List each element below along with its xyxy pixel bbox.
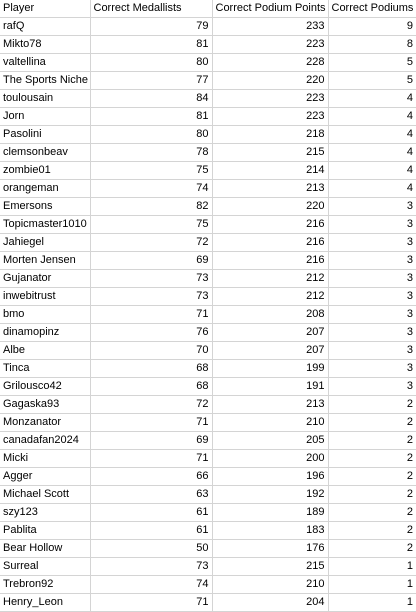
correct-medallists-cell[interactable]: 73 [90,558,212,576]
table-row [0,54,416,72]
player-cell[interactable]: Agger [0,468,90,486]
correct-medallists-cell[interactable]: 73 [90,288,212,306]
correct-podiums-cell[interactable]: 4 [328,126,416,144]
correct-podiums-cell[interactable]: 4 [328,180,416,198]
player-cell[interactable]: Mikto78 [0,36,90,54]
correct-medallists-cell[interactable]: 74 [90,180,212,198]
correct-podium-points-cell[interactable]: 212 [212,288,328,306]
correct-podium-points-cell[interactable]: 210 [212,576,328,594]
correct-medallists-cell[interactable]: 81 [90,36,212,54]
correct-podiums-cell[interactable]: 3 [328,342,416,360]
correct-medallists-cell[interactable]: 84 [90,90,212,108]
player-cell[interactable]: Morten Jensen [0,252,90,270]
table-row [0,162,416,180]
player-cell[interactable]: bmo [0,306,90,324]
correct-medallists-cell[interactable]: 73 [90,270,212,288]
table-row [0,522,416,540]
correct-podiums-cell[interactable]: 5 [328,54,416,72]
correct-medallists-cell[interactable]: 70 [90,342,212,360]
correct-podium-points-cell[interactable]: 215 [212,558,328,576]
correct-podiums-cell[interactable]: 2 [328,396,416,414]
correct-podium-points-cell[interactable]: 220 [212,72,328,90]
table-row [0,342,416,360]
table-row [0,198,416,216]
player-cell[interactable]: Michael Scott [0,486,90,504]
correct-podium-points-cell[interactable]: 207 [212,324,328,342]
correct-medallists-cell[interactable]: 80 [90,54,212,72]
player-cell[interactable]: Jorn [0,108,90,126]
correct-podium-points-cell[interactable]: 233 [212,18,328,36]
correct-podiums-cell[interactable]: 3 [328,288,416,306]
correct-medallists-cell[interactable]: 75 [90,216,212,234]
correct-medallists-cell[interactable]: 69 [90,432,212,450]
correct-medallists-cell[interactable]: 71 [90,306,212,324]
correct-medallists-cell[interactable]: 61 [90,522,212,540]
column-header-correct-medallists[interactable]: Correct Medallists [90,0,212,18]
player-cell[interactable]: zombie01 [0,162,90,180]
correct-podiums-cell[interactable]: 2 [328,522,416,540]
player-cell[interactable]: Gujanator [0,270,90,288]
correct-podium-points-cell[interactable]: 199 [212,360,328,378]
correct-medallists-cell[interactable]: 74 [90,576,212,594]
player-cell[interactable]: Monzanator [0,414,90,432]
correct-podium-points-cell[interactable]: 213 [212,396,328,414]
table-row [0,252,416,270]
correct-medallists-cell[interactable]: 68 [90,378,212,396]
player-cell[interactable]: Gagaska93 [0,396,90,414]
correct-medallists-cell[interactable]: 72 [90,396,212,414]
correct-podium-points-cell[interactable]: 223 [212,90,328,108]
correct-podium-points-cell[interactable]: 218 [212,126,328,144]
correct-podiums-cell[interactable]: 2 [328,504,416,522]
correct-podium-points-cell[interactable]: 210 [212,414,328,432]
correct-podium-points-cell[interactable]: 212 [212,270,328,288]
player-cell[interactable]: Topicmaster1010 [0,216,90,234]
table-row [0,270,416,288]
correct-podiums-cell[interactable]: 3 [328,216,416,234]
correct-podium-points-cell[interactable]: 216 [212,252,328,270]
correct-podiums-cell[interactable]: 2 [328,486,416,504]
correct-podiums-cell[interactable]: 3 [328,252,416,270]
correct-medallists-cell[interactable]: 71 [90,414,212,432]
correct-podiums-cell[interactable]: 1 [328,576,416,594]
table-row [0,72,416,90]
table-body [0,18,416,612]
table-row [0,576,416,594]
player-cell[interactable]: Henry_Leon [0,594,90,612]
player-cell[interactable]: inwebitrust [0,288,90,306]
correct-podiums-cell[interactable]: 2 [328,432,416,450]
correct-podium-points-cell[interactable]: 223 [212,108,328,126]
correct-medallists-cell[interactable]: 81 [90,108,212,126]
table-row [0,324,416,342]
correct-podium-points-cell[interactable]: 220 [212,198,328,216]
correct-podium-points-cell[interactable]: 223 [212,36,328,54]
correct-medallists-cell[interactable]: 75 [90,162,212,180]
correct-podium-points-cell[interactable]: 204 [212,594,328,612]
player-cell[interactable]: Micki [0,450,90,468]
correct-podiums-cell[interactable]: 4 [328,162,416,180]
correct-medallists-cell[interactable]: 76 [90,324,212,342]
correct-podium-points-cell[interactable]: 200 [212,450,328,468]
table-row [0,216,416,234]
correct-medallists-cell[interactable]: 63 [90,486,212,504]
correct-podiums-cell[interactable]: 4 [328,144,416,162]
correct-podium-points-cell[interactable]: 176 [212,540,328,558]
table-row [0,288,416,306]
correct-podium-points-cell[interactable]: 216 [212,234,328,252]
player-cell[interactable]: Albe [0,342,90,360]
player-cell[interactable]: toulousain [0,90,90,108]
table-row [0,378,416,396]
correct-medallists-cell[interactable]: 82 [90,198,212,216]
correct-podium-points-cell[interactable]: 189 [212,504,328,522]
column-header-correct-podiums[interactable]: Correct Podiums [328,0,416,18]
correct-podiums-cell[interactable]: 3 [328,378,416,396]
player-cell[interactable]: orangeman [0,180,90,198]
correct-podium-points-cell[interactable]: 192 [212,486,328,504]
table-row [0,558,416,576]
correct-podium-points-cell[interactable]: 215 [212,144,328,162]
table-row [0,504,416,522]
player-cell[interactable]: szy123 [0,504,90,522]
correct-medallists-cell[interactable]: 71 [90,594,212,612]
correct-podiums-cell[interactable]: 9 [328,18,416,36]
correct-medallists-cell[interactable]: 77 [90,72,212,90]
correct-podiums-cell[interactable]: 5 [328,72,416,90]
player-cell[interactable]: canadafan2024 [0,432,90,450]
player-cell[interactable]: Pablita [0,522,90,540]
correct-medallists-cell[interactable]: 66 [90,468,212,486]
correct-podium-points-cell[interactable]: 214 [212,162,328,180]
player-cell[interactable]: Tinca [0,360,90,378]
table-row [0,396,416,414]
player-cell[interactable]: Jahiegel [0,234,90,252]
player-cell[interactable]: The Sports Niche [0,72,90,90]
table-row [0,18,416,36]
correct-podiums-cell[interactable]: 1 [328,594,416,612]
correct-podium-points-cell[interactable]: 191 [212,378,328,396]
player-cell[interactable]: valtellina [0,54,90,72]
correct-podiums-cell[interactable]: 3 [328,198,416,216]
correct-medallists-cell[interactable]: 72 [90,234,212,252]
column-header-player[interactable]: Player [0,0,90,18]
correct-podium-points-cell[interactable]: 207 [212,342,328,360]
table-row [0,450,416,468]
table-row [0,90,416,108]
correct-podium-points-cell[interactable]: 205 [212,432,328,450]
correct-podium-points-cell[interactable]: 228 [212,54,328,72]
player-cell[interactable]: dinamopinz [0,324,90,342]
table-row [0,108,416,126]
table-row [0,468,416,486]
player-cell[interactable]: Emersons [0,198,90,216]
correct-medallists-cell[interactable]: 79 [90,18,212,36]
table-row [0,180,416,198]
table-row [0,234,416,252]
correct-medallists-cell[interactable]: 68 [90,360,212,378]
table-row [0,306,416,324]
player-cell[interactable]: rafQ [0,18,90,36]
table-row [0,414,416,432]
player-cell[interactable]: Bear Hollow [0,540,90,558]
correct-medallists-cell[interactable]: 78 [90,144,212,162]
table-row [0,594,416,612]
correct-podiums-cell[interactable]: 3 [328,360,416,378]
correct-podium-points-cell[interactable]: 183 [212,522,328,540]
correct-podium-points-cell[interactable]: 213 [212,180,328,198]
player-cell[interactable]: clemsonbeav [0,144,90,162]
correct-podium-points-cell[interactable]: 208 [212,306,328,324]
correct-podiums-cell[interactable]: 4 [328,90,416,108]
correct-podiums-cell[interactable]: 2 [328,540,416,558]
correct-podiums-cell[interactable]: 2 [328,468,416,486]
correct-medallists-cell[interactable]: 61 [90,504,212,522]
correct-podium-points-cell[interactable]: 196 [212,468,328,486]
correct-podiums-cell[interactable]: 8 [328,36,416,54]
correct-medallists-cell[interactable]: 80 [90,126,212,144]
correct-podiums-cell[interactable]: 2 [328,414,416,432]
table-row [0,432,416,450]
correct-medallists-cell[interactable]: 50 [90,540,212,558]
player-cell[interactable]: Pasolini [0,126,90,144]
correct-podiums-cell[interactable]: 3 [328,324,416,342]
correct-podium-points-cell[interactable]: 216 [212,216,328,234]
header-row [0,0,416,18]
table-row [0,36,416,54]
correct-podiums-cell[interactable]: 3 [328,270,416,288]
player-cell[interactable]: Surreal [0,558,90,576]
player-cell[interactable]: Trebron92 [0,576,90,594]
correct-podiums-cell[interactable]: 3 [328,234,416,252]
table-row [0,540,416,558]
correct-podiums-cell[interactable]: 1 [328,558,416,576]
player-cell[interactable]: Grilousco42 [0,378,90,396]
column-header-correct-podium-points[interactable]: Correct Podium Points [212,0,328,18]
correct-podiums-cell[interactable]: 2 [328,450,416,468]
table-row [0,144,416,162]
table-row [0,486,416,504]
correct-podiums-cell[interactable]: 3 [328,306,416,324]
table-row [0,126,416,144]
correct-medallists-cell[interactable]: 69 [90,252,212,270]
correct-podiums-cell[interactable]: 4 [328,108,416,126]
table-row [0,360,416,378]
correct-medallists-cell[interactable]: 71 [90,450,212,468]
